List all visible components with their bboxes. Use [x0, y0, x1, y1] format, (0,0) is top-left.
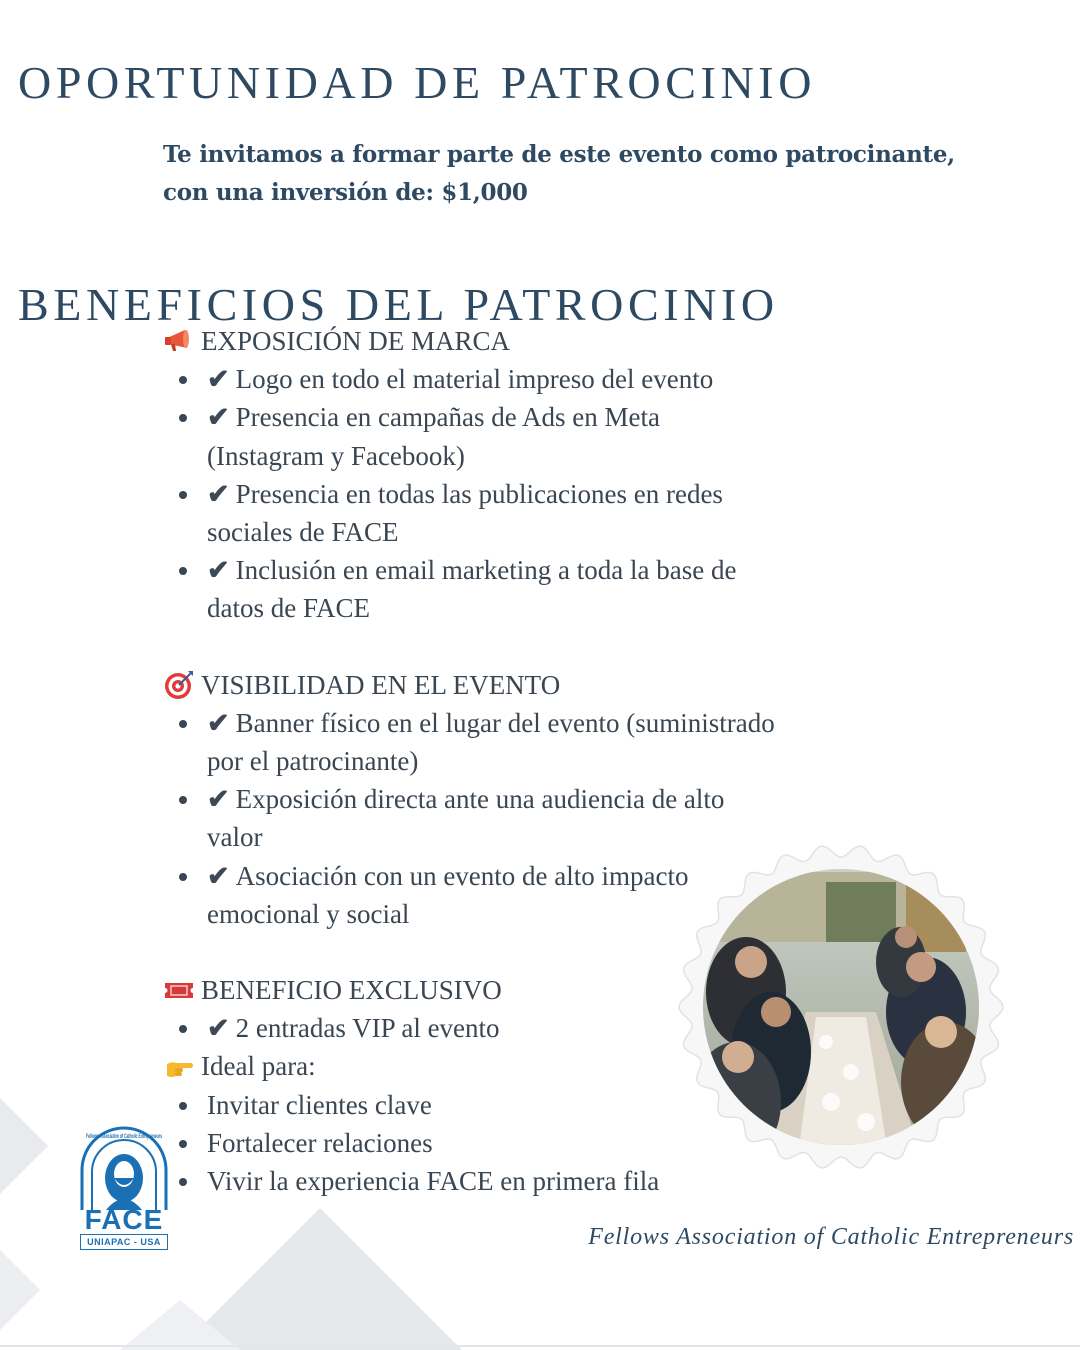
brand-exposure-list: [163, 360, 863, 627]
list-item: [163, 398, 863, 474]
list-item-text-continued: valor: [207, 822, 263, 853]
check-icon: ✔: [207, 1013, 230, 1044]
megaphone-icon: [163, 326, 195, 356]
ticket-icon: [163, 975, 195, 1005]
opportunity-title: OPORTUNIDAD DE PATROCINIO: [18, 57, 817, 108]
benefits-title: BENEFICIOS DEL PATROCINIO: [18, 279, 779, 330]
check-icon: ✔: [207, 860, 230, 891]
list-item-text: Logo en todo el material impreso del evento: [235, 364, 714, 395]
check-icon: ✔: [207, 478, 230, 509]
list-item-text-continued: por el patrocinante): [207, 746, 419, 777]
organization-tagline: Fellows Association of Catholic Entrepreneurs: [588, 1224, 1074, 1250]
invitation-line-2: con una inversión de: $1,000: [163, 179, 528, 206]
face-logo: [76, 1126, 172, 1250]
list-item-text: Presencia en campañas de Ads en Meta: [235, 402, 660, 433]
list-item-text: 2 entradas VIP al evento: [235, 1013, 500, 1044]
exclusive-benefit-heading-text: BENEFICIO EXCLUSIVO: [201, 975, 502, 1006]
pointing-hand-icon: [163, 1052, 195, 1082]
list-item-text: Banner físico en el lugar del evento (suministrado: [235, 707, 775, 738]
check-icon: ✔: [207, 555, 230, 586]
event-visibility-heading-text: VISIBILIDAD EN EL EVENTO: [201, 669, 561, 700]
list-item-text-continued: sociales de FACE: [207, 517, 399, 548]
brand-exposure-heading-text: EXPOSICIÓN DE MARCA: [201, 326, 511, 356]
brand-exposure-heading: [163, 322, 863, 360]
invitation-text: [163, 136, 955, 212]
check-icon: ✔: [207, 364, 230, 395]
list-item-text: Exposición directa ante una audiencia de alto: [235, 784, 725, 815]
list-item-text: Fortalecer relaciones: [207, 1127, 433, 1158]
check-icon: ✔: [207, 707, 230, 738]
list-item-text: Inclusión en email marketing a toda la base de: [235, 555, 737, 586]
list-item-text: Presencia en todas las publicaciones en redes: [235, 478, 723, 509]
logo-emblem-icon: [76, 1126, 172, 1210]
event-dinner-photo: [676, 842, 1006, 1172]
target-icon: [163, 670, 195, 700]
list-item: [163, 475, 863, 551]
event-photo: [676, 842, 1006, 1172]
logo-ring-text: Fellows Association of Catholic Entrepreneurs: [86, 1134, 163, 1140]
list-item-text-continued: emocional y social: [207, 898, 410, 929]
list-item-text: Asociación con un evento de alto impacto: [235, 860, 689, 891]
list-item: [163, 704, 863, 780]
invitation-line-1: Te invitamos a formar parte de este evento como patrocinante,: [163, 141, 955, 168]
list-item-text: Vivir la experiencia FACE en primera fila: [207, 1166, 660, 1197]
list-item-text-continued: (Instagram y Facebook): [207, 440, 465, 471]
ideal-for-heading-text: Ideal para:: [201, 1051, 316, 1082]
logo-subtitle: UNIAPAC - USA: [80, 1234, 168, 1250]
list-item-text-continued: datos de FACE: [207, 593, 370, 624]
check-icon: ✔: [207, 402, 230, 433]
list-item: [163, 360, 863, 398]
check-icon: ✔: [207, 784, 230, 815]
list-item-text: Invitar clientes clave: [207, 1089, 432, 1120]
event-visibility-heading: [163, 666, 863, 704]
list-item: [163, 551, 863, 627]
logo-name: FACE: [84, 1204, 164, 1235]
